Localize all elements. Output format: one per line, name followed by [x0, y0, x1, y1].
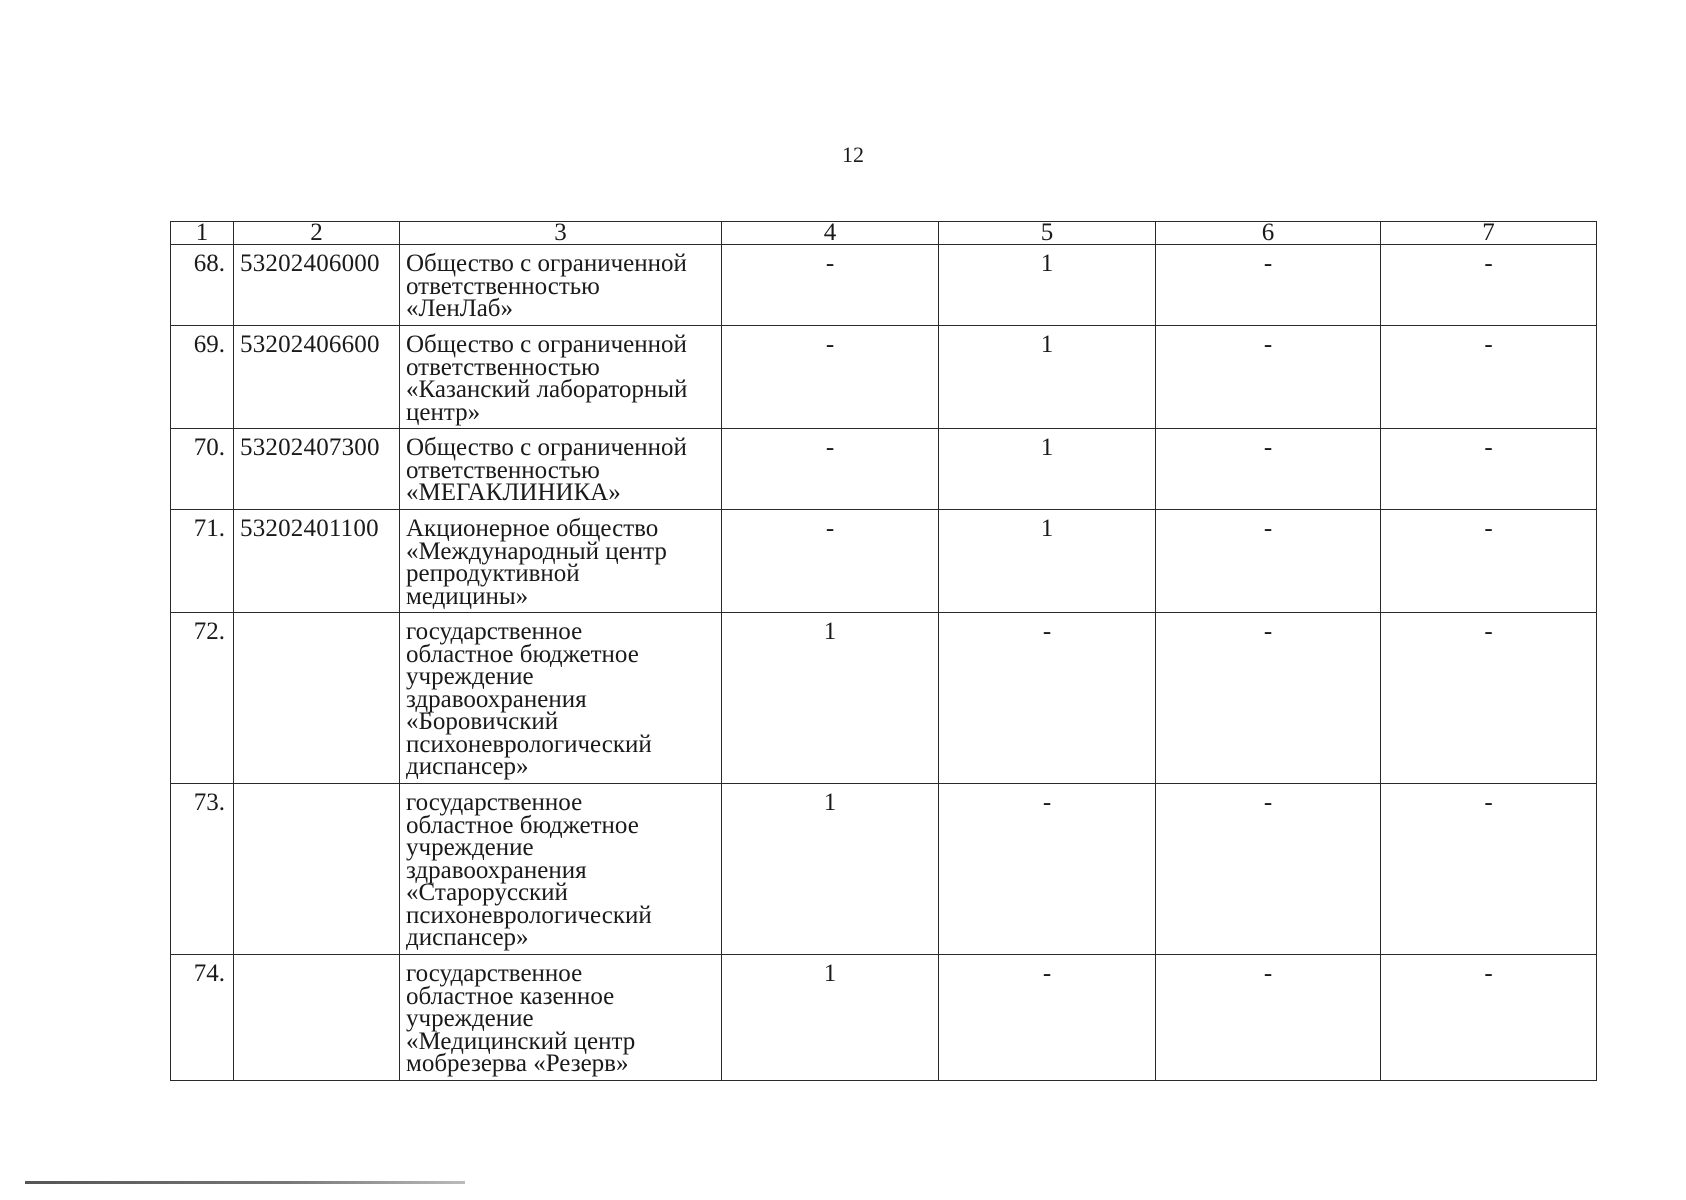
- row-number: 68.: [171, 245, 234, 326]
- row-name: [400, 245, 722, 326]
- row-number: 72.: [171, 613, 234, 784]
- cell-col7: -: [1381, 955, 1597, 1081]
- cell-col4: 1: [722, 613, 939, 784]
- name-line: центр»: [406, 398, 481, 426]
- name-line: «Медицинский центр: [406, 1027, 636, 1055]
- name-line: психоневрологический: [406, 901, 652, 929]
- row-number: 73.: [171, 784, 234, 955]
- row-name: [400, 429, 722, 510]
- name-line: учреждение: [406, 834, 534, 861]
- cell-col4: 1: [722, 955, 939, 1081]
- table-row: [171, 326, 1597, 429]
- cell-col4: -: [722, 245, 939, 326]
- column-header: 1: [171, 222, 234, 245]
- name-line: Акционерное общество: [406, 515, 659, 542]
- row-number: 74.: [171, 955, 234, 1081]
- row-name: [400, 955, 722, 1081]
- name-line: областное казенное: [406, 982, 615, 1010]
- table-row: [171, 955, 1597, 1081]
- table-body: [171, 245, 1597, 1081]
- name-line: ответственностью: [406, 353, 600, 381]
- cell-col6: -: [1156, 613, 1381, 784]
- cell-col5: 1: [939, 510, 1156, 613]
- footnote-divider: [25, 1181, 465, 1184]
- row-code: 53202401100: [234, 510, 400, 613]
- row-name: [400, 326, 722, 429]
- data-table: [170, 221, 1597, 1081]
- name-line: здравоохранения: [406, 685, 587, 713]
- cell-col6: -: [1156, 429, 1381, 510]
- name-line: «Боровичский: [406, 708, 559, 735]
- row-number: 69.: [171, 326, 234, 429]
- name-line: мобрезерва «Резерв»: [406, 1050, 629, 1077]
- name-line: репродуктивной: [406, 560, 580, 587]
- cell-col7: -: [1381, 784, 1597, 955]
- name-line: здравоохранения: [406, 856, 587, 884]
- column-header: 3: [400, 222, 722, 245]
- row-code: [234, 955, 400, 1081]
- name-line: «Казанский лабораторный: [406, 376, 688, 403]
- cell-col7: -: [1381, 245, 1597, 326]
- row-name: [400, 510, 722, 613]
- cell-col5: -: [939, 784, 1156, 955]
- name-line: ответственностью: [406, 272, 600, 300]
- cell-col6: -: [1156, 784, 1381, 955]
- table-row: [171, 429, 1597, 510]
- cell-col6: -: [1156, 326, 1381, 429]
- page-number: 12: [842, 142, 864, 167]
- row-code: [234, 613, 400, 784]
- cell-col4: -: [722, 429, 939, 510]
- cell-col5: 1: [939, 429, 1156, 510]
- cell-col4: -: [722, 326, 939, 429]
- cell-col5: -: [939, 613, 1156, 784]
- table-row: [171, 245, 1597, 326]
- name-line: Общество с ограниченной: [406, 331, 687, 358]
- column-header: 7: [1381, 222, 1597, 245]
- cell-col5: -: [939, 955, 1156, 1081]
- row-code: 53202406600: [234, 326, 400, 429]
- name-line: государственное: [406, 960, 583, 987]
- name-line: «ЛенЛаб»: [406, 295, 514, 322]
- name-line: областное бюджетное: [406, 640, 639, 668]
- table-row: [171, 613, 1597, 784]
- cell-col6: -: [1156, 245, 1381, 326]
- column-header: 2: [234, 222, 400, 245]
- row-name: [400, 613, 722, 784]
- name-line: областное бюджетное: [406, 811, 639, 839]
- row-code: 53202407300: [234, 429, 400, 510]
- name-line: медицины»: [406, 582, 529, 610]
- column-header: 6: [1156, 222, 1381, 245]
- row-code: 53202406000: [234, 245, 400, 326]
- name-line: диспансер»: [406, 924, 529, 951]
- cell-col6: -: [1156, 510, 1381, 613]
- name-line: учреждение: [406, 1005, 534, 1032]
- cell-col4: -: [722, 510, 939, 613]
- cell-col7: -: [1381, 326, 1597, 429]
- cell-col5: 1: [939, 326, 1156, 429]
- column-header: 5: [939, 222, 1156, 245]
- cell-col6: -: [1156, 955, 1381, 1081]
- table-header-row: [171, 222, 1597, 245]
- name-line: «Старорусский: [406, 879, 568, 906]
- name-line: ответственностью: [406, 456, 600, 484]
- name-line: государственное: [406, 789, 583, 816]
- name-line: «Международный центр: [406, 537, 667, 565]
- name-line: учреждение: [406, 663, 534, 690]
- name-line: Общество с ограниченной: [406, 250, 687, 277]
- cell-col5: 1: [939, 245, 1156, 326]
- cell-col4: 1: [722, 784, 939, 955]
- name-line: государственное: [406, 618, 583, 645]
- cell-col7: -: [1381, 510, 1597, 613]
- cell-col7: -: [1381, 613, 1597, 784]
- row-number: 71.: [171, 510, 234, 613]
- name-line: Общество с ограниченной: [406, 434, 687, 461]
- cell-col7: -: [1381, 429, 1597, 510]
- row-number: 70.: [171, 429, 234, 510]
- table-row: [171, 784, 1597, 955]
- name-line: психоневрологический: [406, 730, 652, 758]
- column-header: 4: [722, 222, 939, 245]
- table-row: [171, 510, 1597, 613]
- row-name: [400, 784, 722, 955]
- name-line: диспансер»: [406, 753, 529, 780]
- name-line: «МЕГАКЛИНИКА»: [406, 479, 621, 506]
- row-code: [234, 784, 400, 955]
